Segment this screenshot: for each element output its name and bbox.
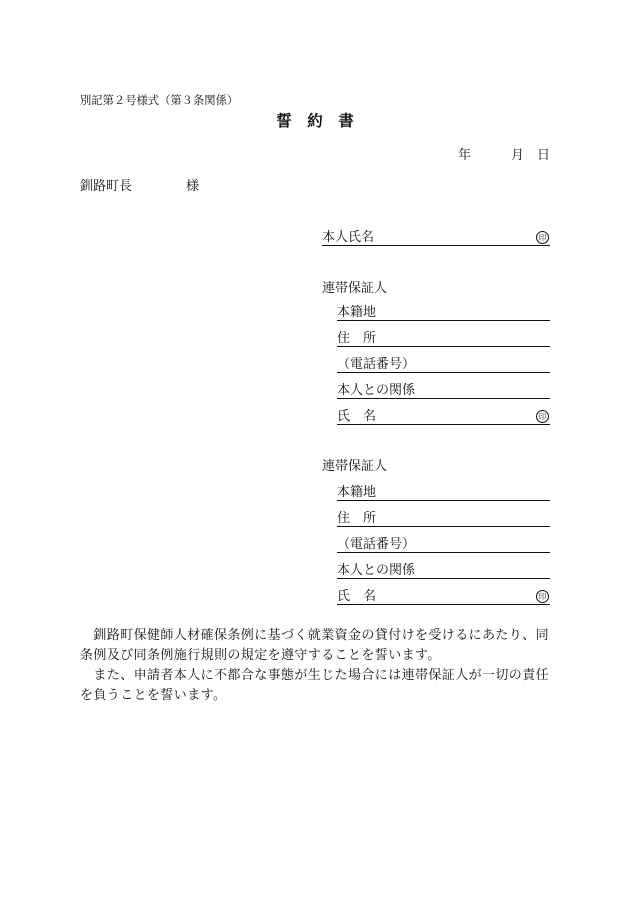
applicant-name-label: 本人氏名 (322, 230, 375, 245)
date-month-label: 月 (511, 148, 525, 163)
document-title: 誓 約 書 (276, 111, 354, 130)
seal-icon: 印 (536, 410, 549, 423)
guarantor-domicile-label: 本籍地 (337, 485, 377, 500)
applicant-name-field (322, 231, 550, 246)
guarantor-phone-field (337, 358, 550, 373)
guarantor-phone-label: （電話番号） (337, 357, 416, 372)
guarantor-name-label: 氏 名 (337, 409, 377, 424)
date-day-label: 日 (537, 148, 551, 163)
addressee-honorific: 様 (186, 179, 200, 194)
statement-line: 釧路町保健師人材確保条例に基づく就業資金の貸付けを受けるにあたり、同 (80, 628, 550, 643)
guarantor-heading: 連帯保証人 (322, 281, 388, 296)
guarantor-name-field (337, 410, 550, 425)
guarantor-name-field (337, 590, 550, 605)
guarantor-name-label: 氏 名 (337, 589, 377, 604)
guarantor-address-label: 住 所 (337, 331, 377, 346)
guarantor-relation-field (337, 384, 550, 399)
guarantor-phone-label: （電話番号） (337, 537, 416, 552)
guarantor-domicile-field (337, 306, 550, 321)
pledge-statement (80, 629, 555, 709)
guarantor-relation-label: 本人との関係 (337, 383, 416, 398)
guarantor-relation-label: 本人との関係 (337, 563, 416, 578)
statement-line: また、申請者本人に不都合な事態が生じた場合には連帯保証人が一切の責任 (80, 668, 550, 683)
guarantor-phone-field (337, 538, 550, 553)
seal-icon: 印 (536, 231, 549, 244)
form-reference: 別記第２号様式（第３条関係） (80, 94, 239, 107)
seal-icon: 印 (536, 590, 549, 603)
statement-line: を負うことを誓います。 (80, 688, 227, 703)
statement-line: 条例及び同条例施行規則の規定を遵守することを誓います。 (80, 648, 441, 663)
guarantor-relation-field (337, 564, 550, 579)
guarantor-heading: 連帯保証人 (322, 459, 388, 474)
guarantor-address-field (337, 512, 550, 527)
guarantor-address-label: 住 所 (337, 511, 377, 526)
guarantor-domicile-field (337, 486, 550, 501)
guarantor-domicile-label: 本籍地 (337, 305, 377, 320)
guarantor-address-field (337, 332, 550, 347)
date-year-label: 年 (458, 148, 472, 163)
addressee-name: 釧路町長 (80, 179, 133, 194)
